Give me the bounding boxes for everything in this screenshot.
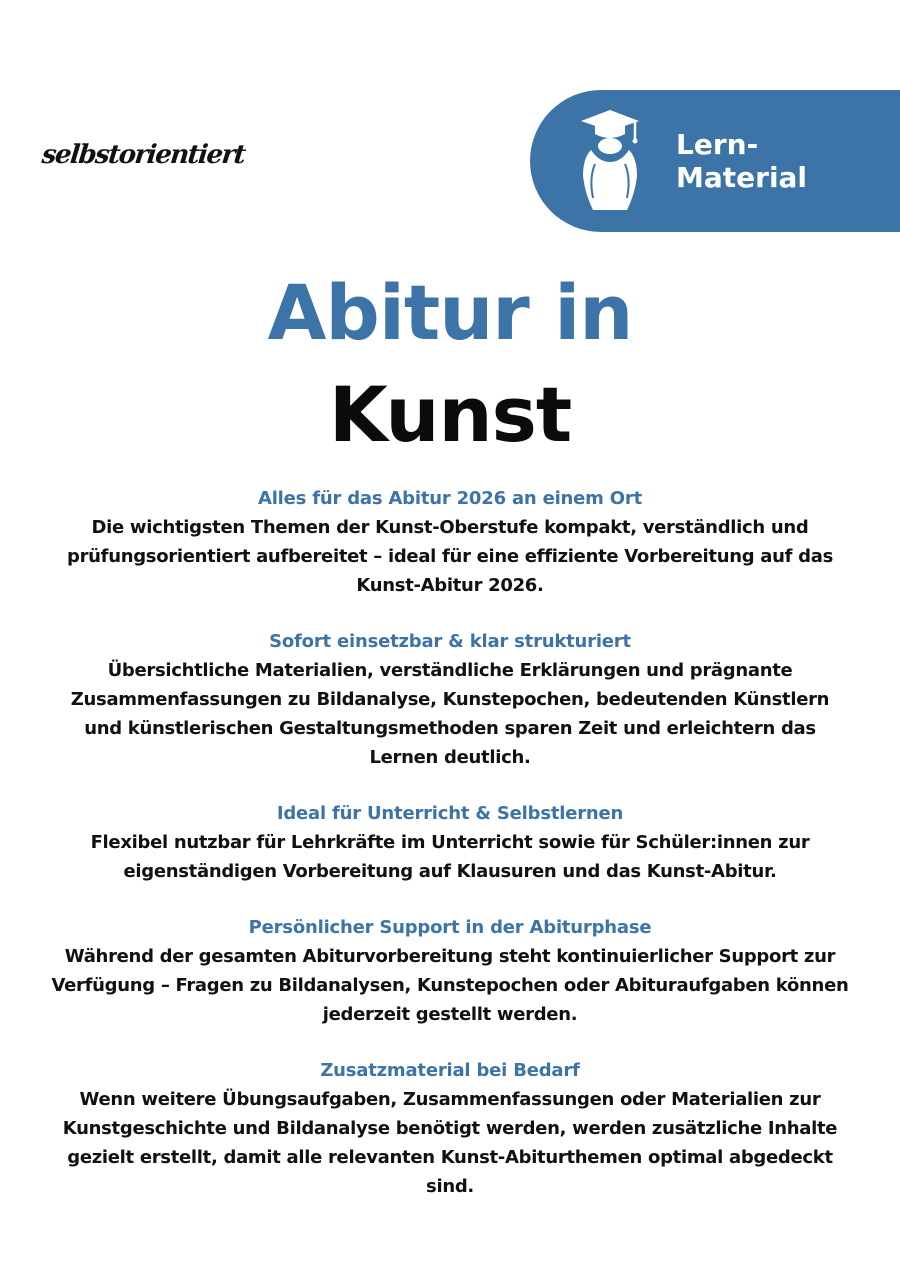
page-title-line2: Kunst [328,370,572,459]
feature-heading: Ideal für Unterricht & Selbstlernen [276,803,624,824]
badge-label [676,128,807,194]
feature-body: Die wichtigsten Themen der Kunst-Oberstufe kompakt, verständlich und prüfungsorientiert aufbereitet – ideal für eine effiziente Vorbereitung auf das Kunst-Abitur 2026. [66,517,833,596]
feature-section [50,1056,850,1201]
feature-body: Wenn weitere Übungsaufgaben, Zusammenfassungen oder Materialien zur Kunstgeschichte und Bildanalyse benötigt werden, werden zusätzliche Inhalte gezielt erstellt, damit alle relevanten Kunst-Abiturthemen optimal abgedeckt sind. [62,1089,838,1197]
lern-material-badge [530,90,900,232]
feature-list [50,484,850,1228]
brand-logo-text: selbstorientiert [40,140,246,170]
feature-body: Während der gesamten Abiturvorbereitung steht kontinuierlicher Support zur Verfügung – Fragen zu Bildanalysen, Kunstepochen oder Abituraufgaben können jederzeit gestellt werden. [51,946,849,1025]
feature-section [50,484,850,600]
brand-logo [39,130,246,180]
badge-label-line2: Material [676,161,808,194]
feature-section [50,799,850,886]
feature-heading: Alles für das Abitur 2026 an einem Ort [257,488,642,509]
feature-heading: Zusatzmaterial bei Bedarf [320,1060,580,1081]
page-title-line1: Abitur in [267,268,633,357]
feature-heading: Persönlicher Support in der Abiturphase [248,917,652,938]
feature-body: Flexibel nutzbar für Lehrkräfte im Unterricht sowie für Schüler:innen zur eigenständigen Vorbereitung auf Klausuren und das Kunst-Abitur. [90,832,810,882]
graduate-icon [575,106,645,216]
feature-heading: Sofort einsetzbar & klar strukturiert [269,631,631,652]
feature-body: Übersichtliche Materialien, verständliche Erklärungen und prägnante Zusammenfassungen zu Bildanalyse, Kunstepochen, bedeutenden Künstlern und künstlerischen Gestaltungsmethoden sparen Zeit und erleichtern das Lernen deutlich. [70,660,830,768]
feature-section [50,627,850,772]
badge-label-line1: Lern- [676,128,759,161]
feature-section [50,913,850,1029]
